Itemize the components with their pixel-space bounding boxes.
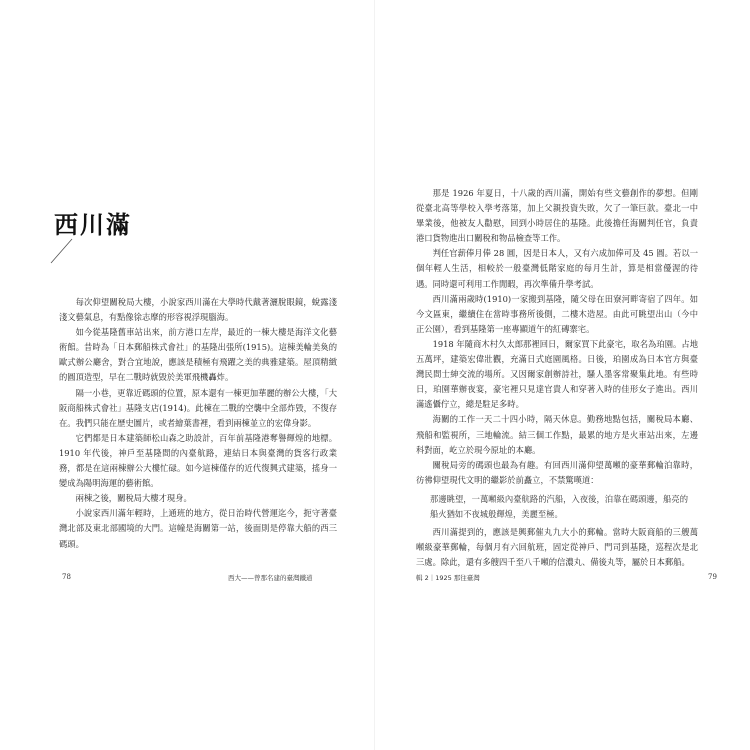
left-body-text (59, 295, 337, 552)
paragraph: 隔一小巷，更靠近碼頭的位置，原本還有一棟更加華麗的辦公大樓，「大阪商船株式會社」基隆支店(1914)。此棟在二戰的空襲中全部炸毀，不復存在。我們只能在歷史圖片，或者繪葉書裡，看到兩棟並立的宏偉身影。 (59, 387, 337, 428)
right-body-text (416, 186, 698, 570)
right-page-number: 79 (708, 573, 717, 581)
paragraph: 海關的工作一天二十四小時，隔天休息。勤務地點包括，關稅局本廳、飛船和監視所，三地輪流。結三個工作點，最累的地方是火車站出來，左邊科對面，屹立於現今原址的本廳。 (416, 414, 698, 455)
paragraph: 如今從基隆舊車站出來，前方港口左岸，最近的一棟大樓是海洋文化藝術館。昔時為「日本郵船株式會社」的基隆出張所(1915)。這棟美輪美奐的歐式辦公廳舍，對合宜地說，應該是積極有飛躍之美的典雅建築。屋頂精緻的圓頂造型，早在二戰時就毀於美軍飛機轟炸。 (59, 327, 337, 383)
paragraph: 西川滿兩歲時(1910)一家搬到基隆，隨父母在田寮河畔寄宿了四年。如今文區東，繼續住在當時事務所後側，二樓木造屋。由此可眺望出山（今中正公園），看到基隆第一座專顯道午的紅磚寨宅。 (416, 293, 698, 334)
paragraph: 西川滿提到的，應該是興郵催丸九大小的郵輪。當時大阪商船的三艘萬噸級豪華郵輪，每個月有六回航班，固定從神戶、門司到基隆，巡程次是北三處。除此，還有多艘四千至八千噸的信濃丸、備後丸等，屬於日本郵船。 (416, 527, 698, 568)
paragraph: 關稅局旁的碼頭也最為有趣。有回西川滿仰望萬噸的豪華郵輪泊靠時，彷彿仰望現代文明的繼影於前矗立，不禁驚嘆道： (416, 459, 698, 485)
title-diagonal-rule (50, 238, 74, 264)
right-page (375, 0, 750, 750)
paragraph: 那是 1926 年夏日，十八歲的西川滿，開始有些文藝創作的夢想。但剛從臺北高等學校入學考落第，加上父親投資失敗，欠了一筆巨款。臺北一中畢業後，他被友人勸慰，回到小時居住的基隆。此後擔任海關判任官，負責港口貨物進出口關稅和物品檢查等工作。 (416, 188, 698, 244)
left-running-head: 西大——曾那名建的臺灣鐵道 (228, 574, 313, 582)
paragraph: 判任官薪俸月俸 28 圓，因是日本人，又有六成加俸可及 45 圓。若以一個年輕人生活，相較於一般臺灣低階家庭的每月生計，算是相當優渥的待遇。同時還可利用工作閒暇，再次準備升學考試。 (416, 248, 698, 289)
chapter-title: 西川滿 (54, 210, 132, 239)
paragraph: 兩棟之後，關稅局大樓才現身。 (75, 493, 192, 504)
right-running-head: 輯 2｜1925 那往臺灣 (416, 574, 480, 582)
paragraph: 小說家西川滿年輕時，上通班的地方，從日治時代營運迄今，扼守著臺灣北部及東北部國境的大門。這幢是海關第一站，後面則是停靠大船的西三碼頭。 (59, 508, 337, 549)
left-page-number: 78 (62, 573, 71, 581)
paragraph: 1918 年隨商木村久太郎那裡回日，爾家買下此豪宅，取名為珀園。占地五萬坪，建築宏偉壯觀，充滿日式庭園風格。日後，珀園成為日本官方與臺灣民間士紳交流的場所。又因爾家創辦詩社，騷人墨客常聚集此地。有些時日，珀園華辦夜宴，豪宅裡只見達官貴人和穿著入時的佳形女子進出。西川滿遙懾佇立，總是駐足多時。 (416, 338, 698, 410)
paragraph: 每次仰望關稅局大樓，小說家西川滿在大學時代戴著灑脫眼鏡，蛻露淺淺文藝氣息，有點像徐志摩的形容視浮現腦海。 (59, 297, 337, 323)
paragraph: 它們都是日本建築師松山森之助設計，百年前基隆港奪譽輝煌的地標。1910 年代後，神戶至基隆間的內臺航路，連結日本與臺灣的貨客行政業務，都是在這兩棟辦公大樓忙碌。如今這棟僅存的近代復興式建築，搖身一變成為陽明海運的藝術館。 (59, 432, 337, 489)
block-quote: 那邊眺望，一萬噸級內臺航路的汽船，入夜後，泊靠在碼頭邊，船亮的船火猶如不夜城般輝煌，美麗至極。 (430, 493, 688, 519)
